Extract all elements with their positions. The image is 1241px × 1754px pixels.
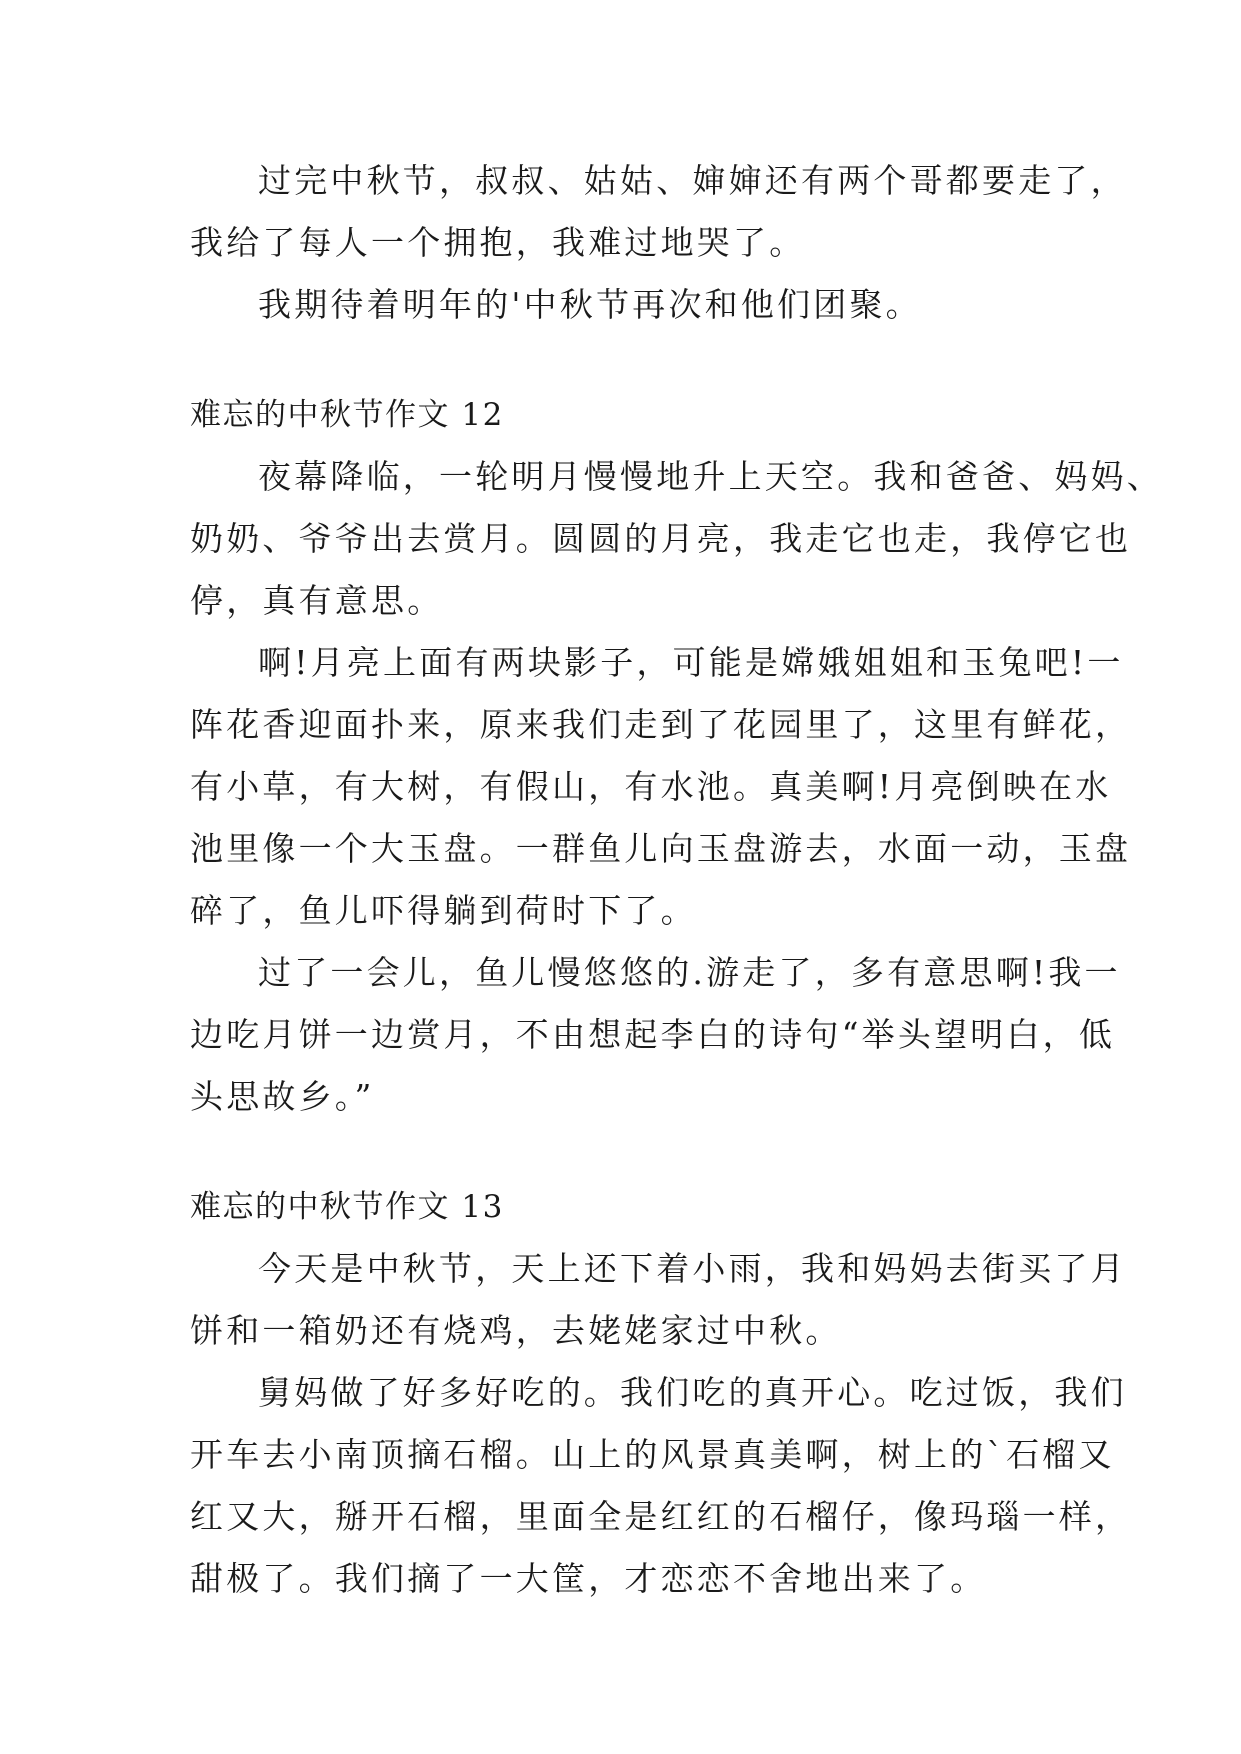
text-line: 甜极了。我们摘了一大筐，才恋恋不舍地出来了。 [190,1559,987,1598]
paragraph [190,632,1132,942]
section-essay-12 [190,384,1163,1128]
text-line: 碎了，鱼儿吓得躺到荷时下了。 [190,891,697,930]
paragraph [190,274,1080,336]
text-line: 夜幕降临，一轮明月慢慢地升上天空。我和爸爸、妈妈、 [258,457,1163,496]
text-line: 边吃月饼一边赏月，不由想起李白的诗句“举头望明白，低 [190,1015,1116,1054]
text-line: 今天是中秋节，天上还下着小雨，我和妈妈去街买了月 [258,1249,1127,1288]
text-line: 阵花香迎面扑来，原来我们走到了花园里了，这里有鲜花， [190,705,1132,744]
text-line: 过了一会儿，鱼儿慢悠悠的.游走了，多有意思啊!我一 [258,953,1121,992]
section-top [190,150,1127,336]
section-essay-13 [190,1176,1132,1610]
text-line: 过完中秋节，叔叔、姑姑、婶婶还有两个哥都要走了， [258,161,1127,200]
paragraph [190,1362,1132,1610]
text-line: 我给了每人一个拥抱，我难过地哭了。 [190,223,806,262]
text-line: 奶奶、爷爷出去赏月。圆圆的月亮，我走它也走，我停它也 [190,519,1132,558]
paragraph [190,1238,1127,1362]
paragraph [190,446,1163,632]
text-line: 饼和一箱奶还有烧鸡，去姥姥家过中秋。 [190,1311,842,1350]
text-line: 池里像一个大玉盘。一群鱼儿向玉盘游去，水面一动，玉盘 [190,829,1132,868]
paragraph [190,150,1127,274]
text-line: 头思故乡。” [190,1077,375,1116]
text-line: 有小草，有大树，有假山，有水池。真美啊!月亮倒映在水 [190,767,1112,806]
section-heading: 难忘的中秋节作文 13 [190,1189,504,1225]
document-page [190,150,1163,1610]
text-line: 舅妈做了好多好吃的。我们吃的真开心。吃过饭，我们 [258,1373,1127,1412]
paragraph [190,942,1121,1128]
text-line: 红又大，掰开石榴，里面全是红红的石榴仔，像玛瑙一样， [190,1497,1132,1536]
text-line: 啊!月亮上面有两块影子，可能是嫦娥姐姐和玉兔吧!一 [258,643,1124,682]
text-line: 停，真有意思。 [190,581,444,620]
text-line: 开车去小南顶摘石榴。山上的风景真美啊，树上的`石榴又 [190,1435,1115,1474]
text-line: 我期待着明年的'中秋节再次和他们团聚。 [258,285,922,324]
section-heading: 难忘的中秋节作文 12 [190,397,504,433]
